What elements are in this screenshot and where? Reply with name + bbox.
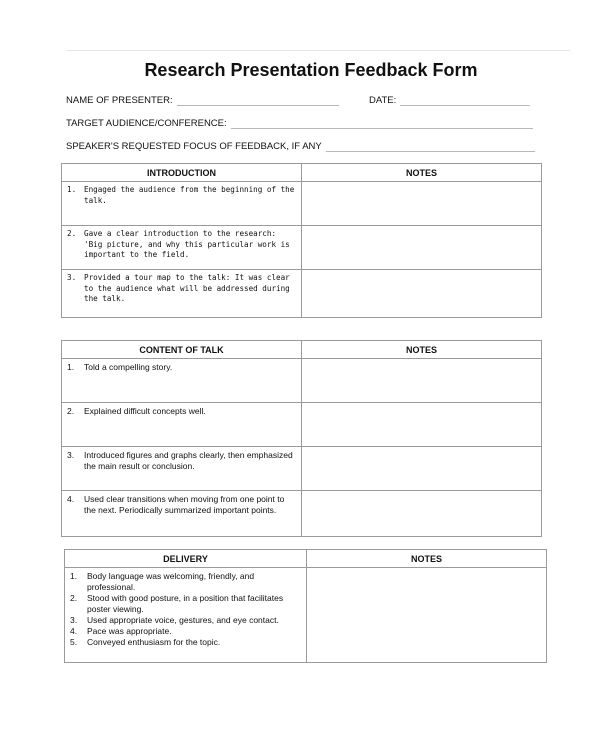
item-number: 2. [70,593,78,603]
presenter-input-line[interactable] [177,96,339,106]
introduction-notes-header: NOTES [302,164,542,182]
audience-input-line[interactable] [231,119,533,129]
notes-cell[interactable] [302,226,542,270]
notes-cell[interactable] [307,568,547,663]
presenter-label: NAME OF PRESENTER: [66,95,173,106]
page-divider [66,50,570,51]
notes-cell[interactable] [302,447,542,491]
item-number: 1. [70,571,78,581]
form-title: Research Presentation Feedback Form [144,60,478,80]
item-number: 4. [67,494,75,504]
list-item [70,615,302,626]
item-text: Pace was appropriate. [87,626,172,636]
date-input-line[interactable] [400,96,530,106]
item-text: Engaged the audience from the beginning of the talk. [84,185,295,205]
item-text: Explained difficult concepts well. [84,406,206,416]
delivery-table [64,549,547,663]
notes-cell[interactable] [302,491,542,537]
list-item [70,626,302,637]
focus-label: SPEAKER'S REQUESTED FOCUS OF FEEDBACK, IF ANY [66,141,322,152]
item-text: Body language was welcoming, friendly, and professional. [87,571,255,592]
item-number: 3. [67,273,77,282]
list-item [70,637,302,648]
delivery-header: DELIVERY [65,550,307,568]
item-number: 1. [67,362,75,372]
table-row [62,403,542,447]
delivery-list [65,568,306,648]
table-row [62,182,542,226]
item-number: 2. [67,229,77,238]
notes-cell[interactable] [302,270,542,318]
list-item [70,593,302,615]
item-text: Introduced figures and graphs clearly, then emphasized the main result or conclusion. [84,450,293,471]
notes-cell[interactable] [302,403,542,447]
notes-cell[interactable] [302,359,542,403]
item-number: 3. [70,615,78,625]
table-row [65,568,547,663]
table-row [62,270,542,318]
date-label: DATE: [369,95,397,106]
item-number: 1. [67,185,77,194]
item-text: Provided a tour map to the talk: It was clear to the audience what will be addressed during the talk. [84,273,290,304]
item-text: Stood with good posture, in a position that facilitates poster viewing. [87,593,284,614]
item-text: Used appropriate voice, gestures, and eye contact. [87,615,279,625]
content-table [61,340,542,537]
audience-label: TARGET AUDIENCE/CONFERENCE: [66,118,227,129]
table-row [62,359,542,403]
table-row [62,447,542,491]
list-item [70,571,302,593]
table-row [62,491,542,537]
item-text: Conveyed enthusiasm for the topic. [87,637,221,647]
presenter-field [66,95,339,106]
item-number: 4. [70,626,78,636]
item-text: Gave a clear introduction to the research: 'Big picture, and why this particular work is important to the field. [84,229,290,260]
notes-cell[interactable] [302,182,542,226]
date-field [369,95,530,106]
table-row [62,226,542,270]
item-text: Used clear transitions when moving from one point to the next. Periodically summarized important points. [84,494,285,515]
introduction-table [61,163,542,318]
focus-field [66,141,535,152]
content-header: CONTENT OF TALK [62,341,302,359]
item-number: 3. [67,450,75,460]
audience-field [66,118,533,129]
introduction-header: INTRODUCTION [62,164,302,182]
delivery-notes-header: NOTES [307,550,547,568]
item-text: Told a compelling story. [84,362,173,372]
item-number: 5. [70,637,78,647]
item-number: 2. [67,406,75,416]
focus-input-line[interactable] [326,142,535,152]
content-notes-header: NOTES [302,341,542,359]
